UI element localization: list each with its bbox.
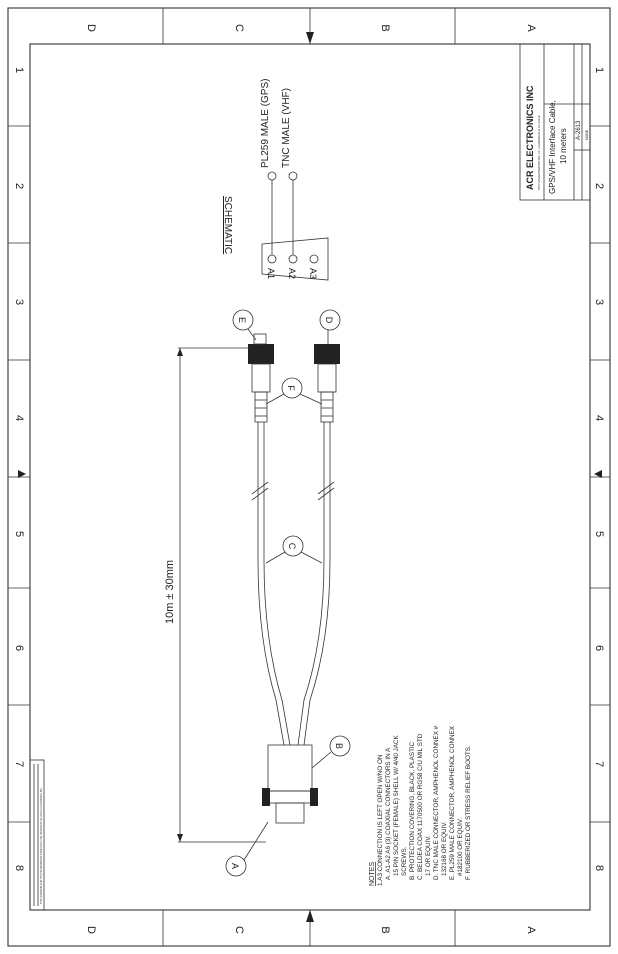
zone-label-bottom-b: B: [379, 926, 391, 934]
note-line-6: C. BELDEA COAX 1170500 OR RG58 C/U MIL STD: [417, 733, 424, 880]
callout-e: E: [237, 316, 247, 324]
zone-label-left-7: 7: [13, 760, 25, 768]
notes: [369, 725, 472, 886]
zone-label-right-1: 1: [593, 66, 605, 74]
gps-cable: [248, 334, 290, 745]
dimension-label: 10m ± 30mm: [164, 559, 176, 625]
zone-label-right-6: 6: [593, 644, 605, 652]
zone-label-right-5: 5: [593, 530, 605, 538]
revision-box: [30, 760, 44, 910]
zone-label-top-a: A: [525, 24, 537, 32]
zone-label-left-5: 5: [13, 530, 25, 538]
zone-label-left-8: 8: [13, 864, 25, 872]
note-line-11: #182100 OR EQUIV.: [457, 817, 464, 876]
note-line-5: B. PROTECTION COVERING, BLACK, PLASTIC: [409, 741, 416, 880]
zone-label-top-b: B: [379, 24, 391, 32]
zone-label-left-3: 3: [13, 298, 25, 306]
schematic-title: SCHEMATIC: [222, 196, 233, 255]
zone-label-right-7: 7: [593, 760, 605, 768]
db15-connector: [262, 745, 318, 823]
note-line-12: F. RUBBERIZED OR STRESS RELIEF BOOTS.: [465, 745, 472, 880]
left-col-labels: [13, 67, 25, 871]
gps-connector-body: [248, 344, 274, 364]
right-col-labels: [593, 67, 605, 871]
zone-label-left-2: 2: [13, 182, 25, 190]
protection-covering: [268, 745, 312, 791]
note-line-7: 17 OR EQUIV.: [425, 835, 432, 876]
gps-connector-tip: [254, 334, 266, 344]
zone-label-right-2: 2: [593, 182, 605, 190]
zone-label-bottom-a: A: [525, 926, 537, 934]
title-company: ACR ELECTRONICS INC: [525, 85, 535, 190]
zone-label-top-d: D: [85, 24, 97, 32]
revision-note: THIS DRAWING AND THE INFORMATION THEREIN IS THE PROPERTY OF ACR ELECTRONICS INC.: [40, 787, 43, 904]
callout-c: C: [287, 542, 297, 550]
schematic-gps-label: PL259 MALE (GPS): [260, 78, 271, 168]
side-zone-dividers: [8, 126, 610, 822]
schematic-pin-a1: [268, 255, 276, 263]
dimension-line: [164, 348, 266, 842]
title-line-2: 10 meters: [559, 128, 568, 164]
zone-label-top-c: C: [233, 24, 245, 32]
note-line-3: 15 PIN SOCKET (FEMALE) SHELL W/ 4/40 JACK: [393, 735, 400, 876]
schematic-pin-label-a2: A2: [287, 268, 297, 280]
schematic: [222, 79, 328, 280]
vhf-cable: [298, 344, 340, 745]
vhf-connector-body: [314, 344, 340, 364]
zone-label-bottom-c: C: [233, 926, 245, 934]
note-line-2: A. A1-A2 A6 (3) COAXIAL CONNECTORS IN A: [385, 747, 392, 880]
schematic-pin-a3: [310, 255, 318, 263]
schematic-pin-a2: [289, 255, 297, 263]
callout-d: D: [324, 316, 334, 324]
callout-b: B: [334, 742, 344, 750]
title-drawing-number: A-2613: [576, 120, 582, 140]
zone-label-right-4: 4: [593, 414, 605, 422]
callout-a: A: [230, 862, 240, 870]
zone-label-bottom-d: D: [85, 926, 97, 934]
zone-label-right-8: 8: [593, 864, 605, 872]
inner-frame: [30, 44, 590, 910]
title-address: 5757 RAVENSWOOD RD. FT. LAUDERDALE FL 33312: [537, 115, 541, 190]
connector-face: [276, 803, 304, 823]
bottom-row-labels: [85, 926, 537, 934]
title-scale: NONE: [585, 129, 589, 140]
note-line-8: D. TNC MALE CONNECTOR, AMPHENOL CONNEX #: [433, 725, 440, 880]
top-row-labels: [85, 24, 537, 32]
note-line-4: SCREWS.: [401, 846, 408, 876]
schematic-vhf-label: TNC MALE (VHF): [281, 88, 292, 168]
notes-title: NOTES: [369, 861, 376, 886]
title-block: [520, 44, 590, 200]
schematic-vhf-terminal: [289, 172, 297, 180]
connector-shell: [264, 791, 316, 803]
note-line-10: E. PL259 MALE CONNECTOR, AMPHENOL CONNEX: [449, 726, 456, 880]
schematic-gps-terminal: [268, 172, 276, 180]
zone-label-right-3: 3: [593, 298, 605, 306]
cable-assembly: [164, 310, 350, 876]
vhf-boot: [321, 392, 333, 422]
zone-label-left-6: 6: [13, 644, 25, 652]
callout-f: F: [286, 385, 296, 391]
gps-boot: [255, 392, 267, 422]
schematic-pin-label-a1: A1: [266, 268, 276, 280]
schematic-pin-label-a3: A3: [308, 268, 318, 280]
note-line-9: 132168 OR EQUIV.: [441, 821, 448, 876]
title-line-1: GPS/VHF Interface Cable,: [548, 100, 557, 194]
zone-label-left-1: 1: [13, 66, 25, 74]
note-line-1: 1.A3 CONNECTION IS LEFT OPEN W/NO ON: [377, 754, 384, 886]
zone-label-left-4: 4: [13, 414, 25, 422]
